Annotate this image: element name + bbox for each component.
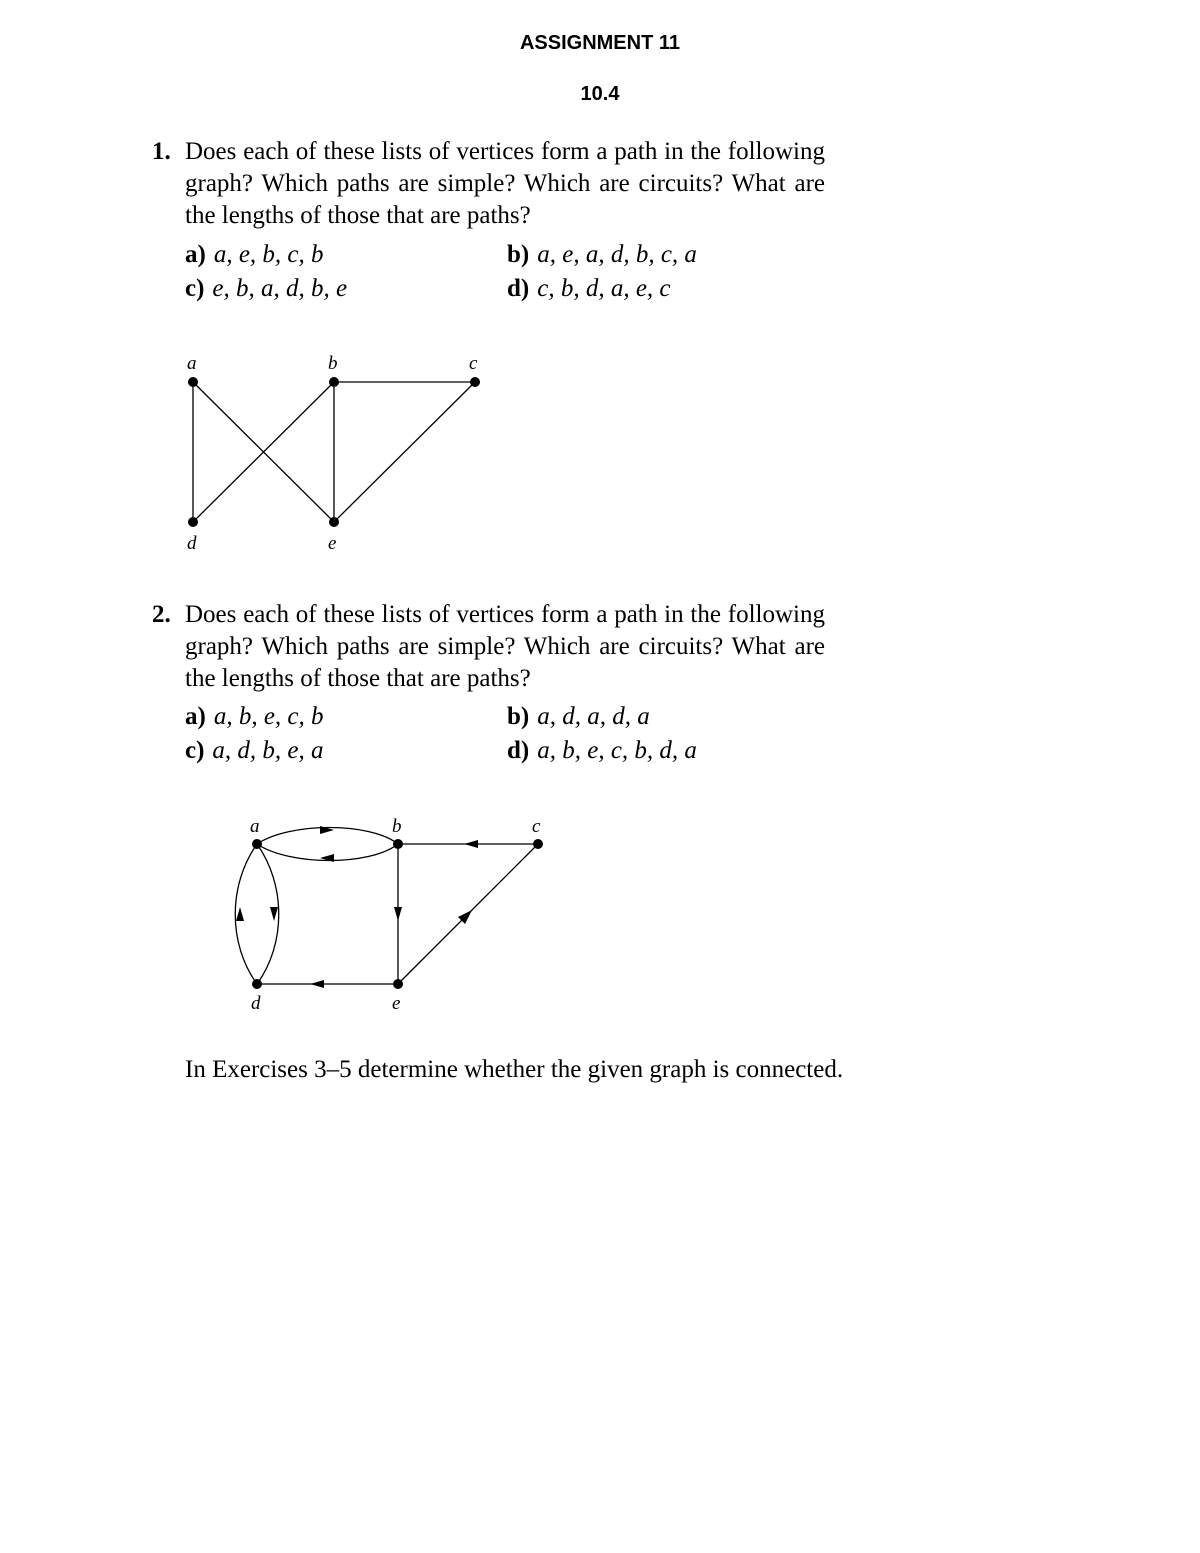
option-sequence: e, b, a, d, b, e bbox=[212, 275, 348, 302]
option-label: b) bbox=[507, 241, 530, 268]
option-label: c) bbox=[185, 275, 205, 302]
vertex-label-e: e bbox=[392, 993, 401, 1014]
vertex-b bbox=[393, 839, 403, 849]
vertex-label-d: d bbox=[251, 993, 261, 1014]
option-label: d) bbox=[507, 275, 530, 302]
option-sequence: a, d, b, e, a bbox=[212, 737, 324, 764]
arrowhead-a-d bbox=[270, 907, 278, 921]
vertex-label-a: a bbox=[250, 816, 260, 837]
page-title: ASSIGNMENT 11 bbox=[519, 32, 681, 54]
option-label: d) bbox=[507, 737, 530, 764]
option-sequence: a, b, e, c, b bbox=[213, 703, 324, 730]
vertex-label-c: c bbox=[469, 353, 478, 374]
question-1-text: Does each of these lists of vertices form a path in the following graph? Which paths are simple? Which are circuits? What are the lengths of those that are paths? bbox=[185, 138, 825, 229]
arrowhead-b-e bbox=[394, 907, 402, 921]
question-2-number: 2. bbox=[152, 601, 171, 628]
option-sequence: a, e, b, c, b bbox=[213, 241, 324, 268]
arrowhead-c-b bbox=[464, 840, 478, 848]
option-sequence: c, b, d, a, e, c bbox=[537, 275, 671, 302]
option-label: b) bbox=[507, 703, 530, 730]
option-sequence: a, d, a, d, a bbox=[537, 703, 650, 730]
vertex-e bbox=[393, 979, 403, 989]
vertex-label-a: a bbox=[187, 353, 197, 374]
option-label: c) bbox=[185, 737, 205, 764]
section-number: 10.4 bbox=[580, 83, 620, 105]
option-sequence: a, b, e, c, b, d, a bbox=[537, 737, 697, 764]
arrowhead-d-a bbox=[236, 907, 244, 921]
question-1-number: 1. bbox=[152, 138, 171, 165]
vertex-c bbox=[533, 839, 543, 849]
option-sequence: a, e, a, d, b, c, a bbox=[537, 241, 697, 268]
vertex-label-d: d bbox=[187, 533, 197, 554]
vertex-label-b: b bbox=[392, 816, 402, 837]
vertex-label-e: e bbox=[328, 533, 337, 554]
vertex-label-b: b bbox=[328, 353, 338, 374]
option-label: a) bbox=[185, 703, 206, 730]
arrowhead-e-d bbox=[310, 980, 324, 988]
vertex-d bbox=[252, 979, 262, 989]
exercise-intro: In Exercises 3–5 determine whether the given graph is connected. bbox=[185, 1056, 844, 1083]
vertex-a bbox=[252, 839, 262, 849]
vertex-label-c: c bbox=[532, 816, 541, 837]
question-2-text: Does each of these lists of vertices form a path in the following graph? Which paths are simple? Which are circuits? What are the lengths of those that are paths? bbox=[185, 601, 825, 692]
option-label: a) bbox=[185, 241, 206, 268]
